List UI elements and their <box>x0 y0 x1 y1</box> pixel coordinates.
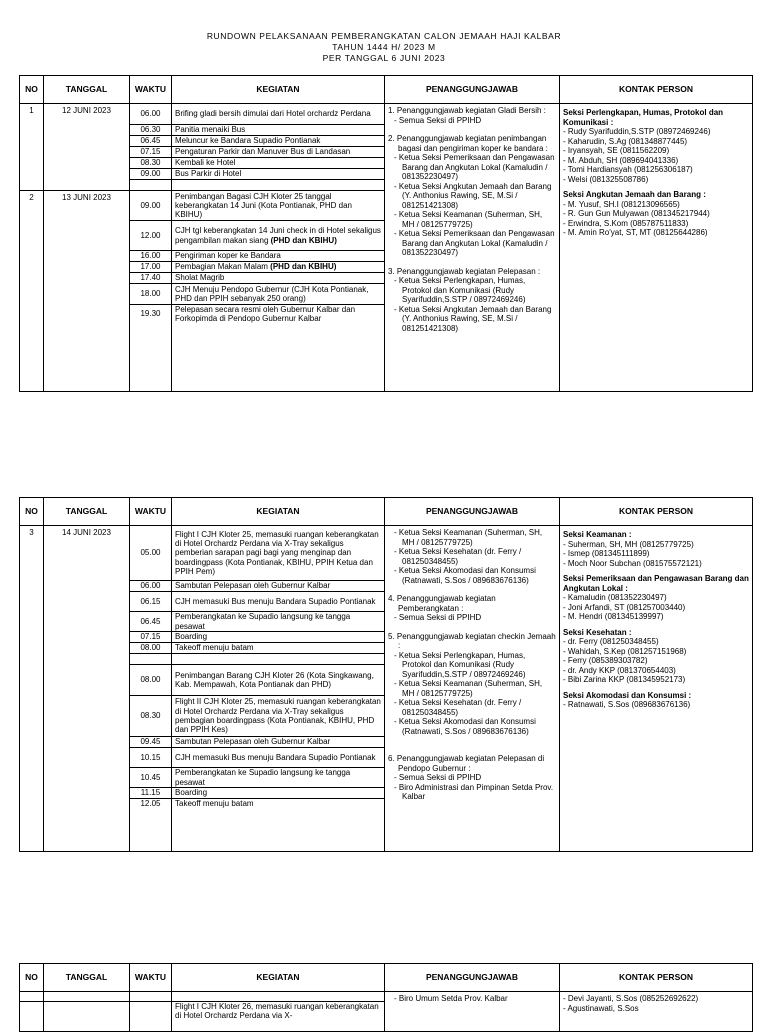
contact-item: - Iryansyah, SE (0811562209) <box>563 146 670 155</box>
time-cell: 06.30 <box>130 125 172 136</box>
contact-item: - Bibi Zarina KKP (081345952173) <box>563 675 686 684</box>
rundown-table-1 <box>19 75 753 392</box>
contact-item: - Ratnawati, S.Sos (089683676136) <box>563 700 691 709</box>
col-kegiatan: KEGIATAN <box>172 76 385 104</box>
col-tanggal: TANGGAL <box>44 964 130 992</box>
contact-item: - M. Hendri (081345139997) <box>563 612 664 621</box>
time-cell: 07.15 <box>130 632 172 643</box>
responsible-heading: 1. Penanggungjawab kegiatan Gladi Bersih : <box>388 106 546 115</box>
spacer <box>388 745 556 754</box>
time-cell: 10.45 <box>130 768 172 788</box>
table-row <box>20 526 753 581</box>
time-cell <box>130 992 172 1002</box>
responsible-heading: 6. Penanggungjawab kegiatan Pelepasan di Pendopo Gubernur : <box>388 754 545 773</box>
time-cell: 18.00 <box>130 284 172 305</box>
col-kegiatan: KEGIATAN <box>172 964 385 992</box>
responsible-item: - Ketua Seksi Keamanan (Suherman, SH, MH / 08125779725) <box>394 210 543 229</box>
spacer <box>388 623 556 632</box>
activity-cell: Boarding <box>172 788 385 799</box>
col-no: NO <box>20 76 44 104</box>
activity-cell: Kembali ke Hotel <box>172 158 385 169</box>
col-kontak-person: KONTAK PERSON <box>560 964 753 992</box>
time-cell: 09.45 <box>130 737 172 748</box>
activity-cell: CJH memasuki Bus menuju Bandara Supadio Pontianak <box>172 748 385 768</box>
time-cell: 10.15 <box>130 748 172 768</box>
contact-item: - M. Amin Ro'yat, ST, MT (08125644286) <box>563 228 708 237</box>
time-cell: 05.00 <box>130 526 172 581</box>
contact-cell <box>560 526 753 852</box>
activity-text: CJH tgl keberangkatan 14 Juni check in di Hotel sekaligus pengambilan makan siang <box>175 226 381 245</box>
col-no: NO <box>20 964 44 992</box>
responsible-cell <box>385 104 560 392</box>
responsible-item: - Ketua Seksi Pemeriksaan dan Pengawasan Barang dan Angkutan Lokal (Kamaludin / 081352230497) <box>394 229 555 257</box>
table-header <box>20 498 753 526</box>
responsible-item: - Semua Seksi di PPIHD <box>394 115 482 125</box>
day-date <box>44 992 130 1002</box>
activity-cell: Bus Parkir di Hotel <box>172 169 385 180</box>
activity-cell: Takeoff menuju batam <box>172 799 385 852</box>
activity-cell <box>172 992 385 1002</box>
time-cell: 17.40 <box>130 273 172 284</box>
responsible-item: - Ketua Seksi Pemeriksaan dan Pengawasan Barang dan Angkutan Lokal (Kamaludin / 081352230497) <box>394 153 555 181</box>
responsible-heading: 3. Penanggungjawab kegiatan Pelepasan : <box>388 266 541 276</box>
time-cell: 12.00 <box>130 221 172 251</box>
time-cell: 12.05 <box>130 799 172 852</box>
responsible-heading: 4. Penanggungjawab kegiatan Pemberangkatan : <box>388 594 496 613</box>
responsible-heading: 2. Penanggungjawab kegiatan penimbangan bagasi dan pengiriman koper ke bandara : <box>388 134 548 153</box>
time-cell: 06.45 <box>130 612 172 632</box>
responsible-item: - Ketua Seksi Kesehatan (dr. Ferry / 081250348455) <box>394 698 522 717</box>
time-cell: 16.00 <box>130 251 172 262</box>
col-tanggal: TANGGAL <box>44 76 130 104</box>
activity-cell: Flight II CJH Kloter 25, memasuki ruangan keberangkatan di Hotel Orchardz Perdana via X-Tray sekaligus pembagian boardingpass (Kota Pontianak, KBIHU, PHD dan PPIH Kes) <box>172 696 385 737</box>
responsible-item: - Biro Administrasi dan Pimpinan Setda Prov. Kalbar <box>394 782 554 801</box>
responsible-item: - Ketua Seksi Angkutan Jemaah dan Barang (Y. Anthonius Rawing, SE, M.Si / 081251421308) <box>394 181 552 210</box>
spacer <box>388 125 556 134</box>
col-kontak-person: KONTAK PERSON <box>560 76 753 104</box>
day-number: 1 <box>20 104 44 191</box>
activity-cell: Sambutan Pelepasan oleh Gubernur Kalbar <box>172 737 385 748</box>
contact-item: - Erwindra, S.Kom (085787511833) <box>563 218 689 228</box>
activity-cell: Pelepasan secara resmi oleh Gubernur Kalbar dan Forkopimda di Pendopo Gubernur Kalbar <box>172 305 385 392</box>
day-number: 2 <box>20 191 44 392</box>
day-number <box>20 992 44 1002</box>
responsible-item: - Ketua Seksi Keamanan (Suherman, SH, MH / 08125779725) <box>394 528 543 547</box>
responsible-item: - Ketua Seksi Akomodasi dan Konsumsi (Ratnawati, S.Sos / 089683676136) <box>394 566 536 585</box>
activity-cell <box>172 262 385 273</box>
activity-cell: Meluncur ke Bandara Supadio Pontianak <box>172 136 385 147</box>
day-number: 3 <box>20 526 44 852</box>
time-cell: 06.45 <box>130 136 172 147</box>
contact-cell <box>560 104 753 392</box>
time-cell: 11.15 <box>130 788 172 799</box>
activity-cell: Pemberangkatan ke Supadio langsung ke tangga pesawat <box>172 768 385 788</box>
responsible-item: - Ketua Seksi Akomodasi dan Konsumsi (Ratnawati, S.Sos / 089683676136) <box>394 717 536 736</box>
rundown-table-2 <box>19 497 753 852</box>
activity-cell: Pengiriman koper ke Bandara <box>172 251 385 262</box>
activity-emphasis: (PHD dan KBIHU) <box>270 235 337 245</box>
responsible-item: - Ketua Seksi Perlengkapan, Humas, Protokol dan Komunikasi (Rudy Syarifuddin,S.STP / 08972469246) <box>394 650 526 679</box>
contact-item: - Kamaludin (081352230497) <box>563 593 667 602</box>
col-penanggungjawab: PENANGGUNGJAWAB <box>385 76 560 104</box>
responsible-item: - Ketua Seksi Angkutan Jemaah dan Barang (Y. Anthonius Rawing, SE, M.Si / 081251421308) <box>394 304 552 333</box>
contact-item: - Suherman, SH, MH (08125779725) <box>563 539 694 549</box>
responsible-item: - Ketua Seksi Perlengkapan, Humas, Protokol dan Komunikasi (Rudy Syarifuddin,S.STP / 08972469246) <box>394 276 526 304</box>
responsible-cell <box>385 526 560 852</box>
col-no: NO <box>20 498 44 526</box>
activity-cell: CJH Menuju Pendopo Gubernur (CJH Kota Pontianak, PHD dan PPIH sebanyak 250 orang) <box>172 284 385 305</box>
time-cell: 08.30 <box>130 158 172 169</box>
responsible-heading: 5. Penanggungjawab kegiatan checkin Jemaah : <box>388 631 556 650</box>
responsible-item: - Semua Seksi di PPIHD <box>394 613 482 622</box>
col-tanggal: TANGGAL <box>44 498 130 526</box>
col-kegiatan: KEGIATAN <box>172 498 385 526</box>
col-waktu: WAKTU <box>130 964 172 992</box>
responsible-cell <box>385 992 560 1032</box>
table-row <box>20 992 753 1002</box>
time-cell: 08.30 <box>130 696 172 737</box>
time-cell: 08.00 <box>130 643 172 654</box>
day-date: 13 JUNI 2023 <box>44 191 130 392</box>
spacer <box>388 258 556 267</box>
responsible-item: - Ketua Seksi Keamanan (Suherman, SH, MH / 08125779725) <box>394 679 543 698</box>
responsible-list <box>388 528 556 802</box>
contact-cell <box>560 992 753 1032</box>
activity-cell <box>172 221 385 251</box>
table-header <box>20 76 753 104</box>
table-header <box>20 964 753 992</box>
contact-item: - dr. Ferry (081250348455) <box>563 637 659 646</box>
document-title <box>0 31 768 64</box>
time-cell: 09.00 <box>130 169 172 180</box>
spacer <box>388 736 556 745</box>
contact-list <box>563 108 749 238</box>
responsible-item: - Semua Seksi di PPIHD <box>394 773 482 782</box>
activity-cell: Panitia menaiki Bus <box>172 125 385 136</box>
contact-section-title: Seksi Akomodasi dan Konsumsi : <box>563 690 692 700</box>
contact-section-title: Seksi Pemeriksaan dan Pengawasan Barang dan Angkutan Lokal : <box>563 574 749 593</box>
responsible-item: - Ketua Seksi Kesehatan (dr. Ferry / 081250348455) <box>394 547 522 566</box>
activity-cell: Brifing gladi bersih dimulai dari Hotel orchardz Perdana <box>172 104 385 125</box>
contact-item: - Rudy Syarifuddin,S.STP (08972469246) <box>563 127 711 136</box>
activity-cell: Pengaturan Parkir dan Manuver Bus di Landasan <box>172 147 385 158</box>
contact-item: - Wahidah, S.Kep (081257151968) <box>563 646 687 656</box>
activity-cell: Pemberangkatan ke Supadio langsung ke tangga pesawat <box>172 612 385 632</box>
contact-list <box>563 530 749 710</box>
contact-item: - Agustinawati, S.Sos <box>563 1003 639 1013</box>
day-date <box>44 1002 130 1032</box>
activity-cell: Sambutan Pelepasan oleh Gubernur Kalbar <box>172 581 385 592</box>
title-line-1: RUNDOWN PELAKSANAAN PEMBERANGKATAN CALON JEMAAH HAJI KALBAR <box>206 31 562 41</box>
time-cell <box>130 1002 172 1032</box>
contact-section-title: Seksi Keamanan : <box>563 530 632 539</box>
day-date: 14 JUNI 2023 <box>44 526 130 852</box>
activity-cell: Penimbangan Bagasi CJH Kloter 25 tanggal keberangkatan 14 Juni (Kota Pontianak, PHD dan KBIHU) <box>172 191 385 221</box>
time-cell: 06.15 <box>130 592 172 612</box>
time-cell: 07.15 <box>130 147 172 158</box>
activity-cell: CJH memasuki Bus menuju Bandara Supadio Pontianak <box>172 592 385 612</box>
day-date: 12 JUNI 2023 <box>44 104 130 191</box>
time-cell: 08.00 <box>130 665 172 696</box>
col-waktu: WAKTU <box>130 498 172 526</box>
activity-cell: Penimbangan Barang CJH Kloter 26 (Kota Singkawang, Kab. Mempawah, Kota Pontianak dan PHD) <box>172 665 385 696</box>
time-cell: 19.30 <box>130 305 172 392</box>
responsible-list <box>388 106 556 333</box>
contact-item: - M. Abduh, SH (089694041336) <box>563 155 679 165</box>
contact-item: - Moch Noor Subchan (081575572121) <box>563 558 702 568</box>
activity-cell: Boarding <box>172 632 385 643</box>
contact-section-title: Seksi Kesehatan : <box>563 627 632 637</box>
title-line-3: PER TANGGAL 6 JUNI 2023 <box>322 53 446 63</box>
col-kontak-person: KONTAK PERSON <box>560 498 753 526</box>
time-cell: 17.00 <box>130 262 172 273</box>
title-line-2: TAHUN 1444 H/ 2023 M <box>332 42 436 52</box>
activity-cell: Takeoff menuju batam <box>172 643 385 654</box>
contact-item: - Welsi (081325508786) <box>563 174 649 184</box>
spacer <box>388 585 556 594</box>
contact-item: - Kaharudin, S.Ag (081348877445) <box>563 136 688 146</box>
rundown-table-3 <box>19 963 753 1032</box>
responsible-item: - Biro Umum Setda Prov. Kalbar <box>394 994 508 1003</box>
table-row <box>20 104 753 125</box>
time-cell: 06.00 <box>130 104 172 125</box>
contact-item: - Tomi Hardiansyah (081256306187) <box>563 165 693 174</box>
time-cell <box>130 180 172 191</box>
activity-emphasis: (PHD dan KBIHU) <box>270 262 337 272</box>
time-cell: 06.00 <box>130 581 172 592</box>
activity-text: Pembagian Makan Malam <box>175 262 268 272</box>
activity-cell: Flight I CJH Kloter 25, memasuki ruangan keberangkatan di Hotel Orchardz Perdana via X-Tray sekaligus pemberian sarapan pagi bagi yang menginap dan boardingpass (Kota Pontianak, KBIHU, PPIH Ketua dan PPIH Pem) <box>172 526 385 581</box>
col-penanggungjawab: PENANGGUNGJAWAB <box>385 964 560 992</box>
contact-item: - dr. Andy KKP (081370654403) <box>563 665 676 675</box>
contact-item: - Joni Arfandi, ST (081257003440) <box>563 602 686 612</box>
col-waktu: WAKTU <box>130 76 172 104</box>
time-cell: 09.00 <box>130 191 172 221</box>
contact-item: - Ismep (081345111899) <box>563 549 650 558</box>
activity-cell <box>172 180 385 191</box>
time-cell <box>130 654 172 665</box>
contact-section-title: Seksi Angkutan Jemaah dan Barang : <box>563 190 706 199</box>
activity-cell: Sholat Magrib <box>172 273 385 284</box>
col-penanggungjawab: PENANGGUNGJAWAB <box>385 498 560 526</box>
contact-item: - Ferry (085389303782) <box>563 656 648 665</box>
day-number <box>20 1002 44 1032</box>
contact-section-title: Seksi Perlengkapan, Humas, Protokol dan Komunikasi : <box>563 108 724 127</box>
contact-item: - R. Gun Gun Mulyawan (081345217944) <box>563 209 710 218</box>
activity-cell <box>172 654 385 665</box>
contact-item: - Devi Jayanti, S.Sos (085252692622) <box>563 994 699 1003</box>
contact-item: - M. Yusuf, SH.I (081213096565) <box>563 199 680 209</box>
activity-cell: Flight I CJH Kloter 26, memasuki ruangan keberangkatan di Hotel Orchardz Perdana via X- <box>172 1002 385 1032</box>
